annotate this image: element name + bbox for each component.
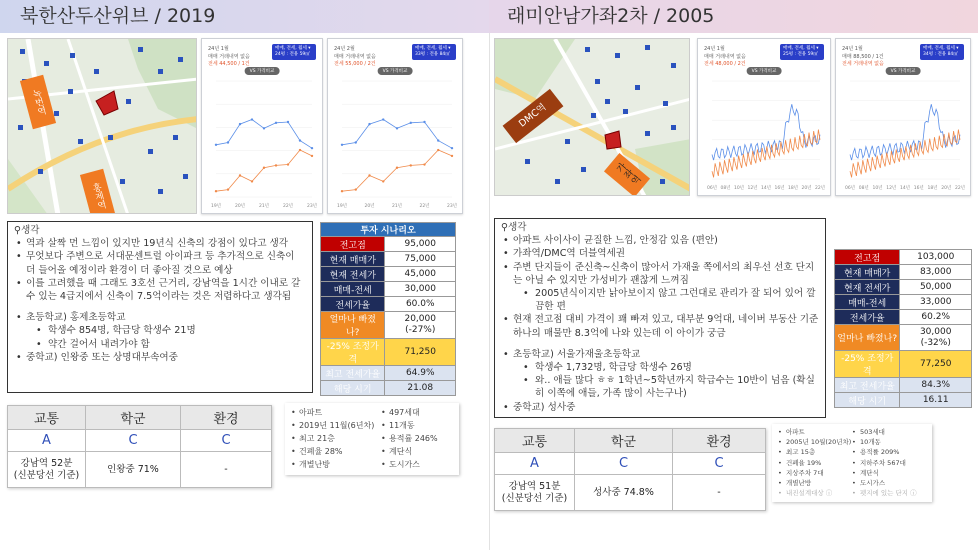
- price-point: [299, 139, 301, 141]
- price-point: [368, 174, 370, 176]
- left-complex-info: [285, 403, 459, 475]
- station-label-nokbeon: 녹번역: [20, 75, 56, 130]
- invest-label: 최고 전세가율: [321, 366, 385, 381]
- price-point: [341, 144, 343, 146]
- invest-row: [835, 250, 972, 265]
- price-chart-plot: [698, 39, 831, 196]
- x-tick-label: 20년: [364, 204, 375, 209]
- price-chart-plot: [328, 39, 463, 214]
- x-tick-label: 22년: [419, 204, 430, 209]
- price-line-jeonse: [216, 150, 312, 191]
- price-line-jeonse: [850, 130, 960, 178]
- note-heading: ⚲생각: [501, 222, 527, 233]
- price-point: [239, 174, 241, 176]
- invest-value: 30,000: [385, 282, 456, 297]
- chart-sale: 매매 거래내역 없음: [208, 54, 250, 60]
- invest-label: 최고 전세가율: [835, 378, 900, 393]
- info-col-1: [778, 427, 851, 498]
- info-item: • 개별난방: [778, 478, 851, 488]
- chart-jeonse: 전세 48,000 / 2건: [704, 61, 746, 67]
- left-map[interactable]: [7, 38, 197, 214]
- left-thoughts-note: [7, 221, 313, 393]
- right-title: 래미안남가좌2차 / 2005: [489, 0, 978, 33]
- invest-label: 현재 매매가: [321, 252, 385, 267]
- x-tick-label: 06년: [844, 186, 856, 191]
- price-point: [355, 188, 357, 190]
- right-thoughts-note: [494, 218, 826, 418]
- price-line-sale: [216, 120, 312, 149]
- invest-label: 얼마나 빠졌나?: [835, 325, 900, 351]
- info-item: • 지하주차 567대: [852, 458, 917, 468]
- x-tick-label: 22년: [282, 204, 294, 209]
- detail-env: -: [181, 452, 272, 488]
- invest-label: 현재 매매가: [835, 265, 900, 280]
- left-score-table: [7, 405, 272, 488]
- note-item: • 초등학교) 홍제초등학교: [14, 311, 306, 324]
- x-tick-label: 10년: [872, 186, 883, 191]
- info-item: • 아파트: [291, 406, 374, 419]
- invest-value: 60.0%: [385, 297, 456, 312]
- invest-row: [321, 282, 456, 297]
- price-point: [451, 147, 453, 149]
- right-chart-59[interactable]: [697, 38, 831, 196]
- invest-value: 21.08: [385, 381, 456, 396]
- invest-row: [835, 393, 972, 408]
- invest-row: [835, 351, 972, 378]
- x-tick-label: 16년: [913, 186, 924, 191]
- x-tick-label: 20년: [234, 204, 246, 209]
- chart-jeonse: 전세 44,500 / 1건: [208, 61, 250, 67]
- info-col-2: [852, 427, 917, 498]
- price-point: [423, 163, 425, 165]
- invest-row: [321, 381, 456, 396]
- invest-label: -25% 조정가격: [321, 339, 385, 366]
- chart-sale: 매매 88,500 / 1건: [842, 54, 884, 60]
- invest-row: [321, 312, 456, 339]
- price-point: [263, 167, 265, 169]
- right-chart-84[interactable]: [835, 38, 971, 196]
- invest-row: [835, 265, 972, 280]
- invest-label: 전세가율: [321, 297, 385, 312]
- invest-label: 해당 시기: [321, 381, 385, 396]
- right-complex-info: [772, 424, 932, 502]
- invest-label: 전고점: [321, 237, 385, 252]
- price-point: [451, 155, 453, 157]
- price-line-jeonse: [342, 150, 452, 191]
- chart-date: 24년 1월: [842, 46, 863, 52]
- score-head-transport: 교통: [495, 429, 575, 453]
- info-item: • 용적률 246%: [381, 432, 438, 445]
- chart-date: 24년 1월: [704, 46, 725, 52]
- info-item: • 최고 15층: [778, 447, 851, 457]
- price-point: [263, 127, 265, 129]
- compare-button[interactable]: VS 가격비교: [747, 67, 782, 75]
- price-point: [299, 149, 301, 151]
- price-point: [251, 180, 253, 182]
- note-item: • 무엇보다 주변으로 서대문센트럴 아이파크 등 추가적으로 신축이 더 들어올 예정이라 환경이 더 좋아질 것으로 예상: [14, 250, 306, 276]
- info-item: • 펫지에 있는 단지 ⓘ: [852, 488, 917, 498]
- info-item: • 10개동: [852, 437, 917, 447]
- info-item: • 지상주차 7대: [778, 468, 851, 478]
- chart-sale: 매매 거래내역 없음: [334, 54, 376, 60]
- price-point: [287, 121, 289, 123]
- price-chart-plot: [836, 39, 971, 196]
- price-point: [355, 141, 357, 143]
- x-tick-label: 21년: [258, 204, 270, 209]
- price-point: [410, 122, 412, 124]
- price-line-sale: [342, 120, 452, 149]
- price-point: [227, 141, 229, 143]
- price-point: [437, 149, 439, 151]
- info-item: • 계단식: [381, 445, 438, 458]
- note-subitem: • 와.. 애들 많다 ㅎㅎ 1학년~5학년까지 학급수는 10반이 넘음 (확실히 이쪽에 애들, 가족 많이 사는구나): [501, 374, 819, 400]
- price-point: [311, 147, 313, 149]
- invest-value: 16.11: [900, 393, 972, 408]
- price-point: [215, 190, 217, 192]
- score-head-env: 환경: [673, 429, 766, 453]
- note-list: [501, 234, 819, 414]
- invest-value: 83,000: [900, 265, 972, 280]
- x-tick-label: 18년: [927, 186, 938, 191]
- info-col-2: [381, 406, 438, 471]
- invest-value: 64.9%: [385, 366, 456, 381]
- note-spacer: [14, 303, 306, 311]
- info-item: • 2019년 11월(6년차): [291, 419, 374, 432]
- x-tick-label: 16년: [774, 186, 785, 191]
- invest-label: 매매-전세: [835, 295, 900, 310]
- invest-label: 현재 전세가: [835, 280, 900, 295]
- price-point: [287, 163, 289, 165]
- invest-title: 투자 시나리오: [321, 223, 456, 237]
- invest-value: 84.3%: [900, 378, 972, 393]
- score-head-transport: 교통: [8, 406, 86, 430]
- invest-row: [835, 378, 972, 393]
- note-heading-text: 생각: [21, 225, 40, 236]
- grade-env: C: [181, 430, 272, 452]
- right-investment-table: [834, 249, 972, 408]
- note-item: • 중학교) 성사중: [501, 401, 819, 414]
- score-head-school: 학군: [86, 406, 181, 430]
- score-head-env: 환경: [181, 406, 272, 430]
- left-investment-table: [320, 222, 456, 396]
- note-item: • 초등학교) 서울가재울초등학교: [501, 348, 819, 361]
- chart-sale: 매매 거래내역 없음: [704, 54, 746, 60]
- note-item: • 이를 고려했을 때 그래도 3호선 근거리, 강남역을 1시간 이내로 갈 수 있는 4급지에서 신축이 7.5억이라는 것은 저렴하다고 생각됨: [14, 277, 306, 303]
- invest-row: [321, 237, 456, 252]
- x-tick-label: 20년: [941, 186, 952, 191]
- info-item: • 497세대: [381, 406, 438, 419]
- info-col-1: [291, 406, 374, 471]
- note-subitem: • 약간 걸어서 내려가야 함: [14, 338, 306, 351]
- invest-value: 103,000: [900, 250, 972, 265]
- note-item: • 가좌역/DMC역 더블역세권: [501, 247, 819, 260]
- note-spacer: [501, 340, 819, 348]
- invest-row: [321, 297, 456, 312]
- compare-button[interactable]: VS 가격비교: [378, 67, 413, 75]
- x-tick-label: 20년: [801, 186, 812, 191]
- price-point: [382, 118, 384, 120]
- detail-school: 인왕중 71%: [86, 452, 181, 488]
- note-heading: ⚲생각: [14, 225, 40, 236]
- grade-env: C: [673, 453, 766, 475]
- invest-value: 60.2%: [900, 310, 972, 325]
- center-divider: [489, 33, 490, 550]
- info-item: • 11개동: [381, 419, 438, 432]
- grade-transport: A: [495, 453, 575, 475]
- invest-value: 30,000 (-32%): [900, 325, 972, 351]
- info-item: • 아파트: [778, 427, 851, 437]
- info-item: • 도시가스: [381, 458, 438, 471]
- note-item: • 아파트 사이사이 균질한 느낌, 안정감 있음 (편안): [501, 234, 819, 247]
- x-tick-label: 08년: [858, 186, 869, 191]
- chart-date: 24년 1월: [208, 46, 229, 52]
- note-list: [14, 237, 306, 364]
- price-point: [275, 122, 277, 124]
- x-tick-label: 14년: [899, 186, 911, 191]
- invest-label: 매매-전세: [321, 282, 385, 297]
- info-item: • 용적률 209%: [852, 447, 917, 457]
- chart-jeonse: 전세 거래내역 없음: [842, 61, 884, 67]
- chart-type-selector[interactable]: 매매, 전세, 월세 ▾ 33평 : 전용 84㎡: [412, 44, 456, 60]
- invest-label: 전고점: [835, 250, 900, 265]
- station-label-dmc: DMC역: [503, 89, 564, 143]
- x-tick-label: 12년: [747, 186, 758, 191]
- note-subitem: • 2005년식이지만 낡아보이지 않고 그런대로 관리가 잘 되어 있어 깔끔한 편: [501, 287, 819, 313]
- info-item: • 계단식: [852, 468, 917, 478]
- invest-row: [321, 366, 456, 381]
- info-item: • 도시가스: [852, 478, 917, 488]
- invest-label: 해당 시기: [835, 393, 900, 408]
- invest-value: 95,000: [385, 237, 456, 252]
- info-item: • 개별난방: [291, 458, 374, 471]
- price-point: [275, 164, 277, 166]
- x-tick-label: 22년: [814, 186, 826, 191]
- chart-type-selector[interactable]: 매매, 전세, 월세 ▾ 25평 : 전용 59㎡: [780, 44, 824, 60]
- x-tick-label: 10년: [733, 186, 745, 191]
- x-tick-label: 21년: [391, 204, 403, 209]
- price-line-jeonse: [712, 130, 820, 178]
- chart-jeonse: 전세 55,000 / 2건: [334, 61, 376, 67]
- info-item: • 건폐율 19%: [778, 458, 851, 468]
- info-item: • 최고 21층: [291, 432, 374, 445]
- invest-label: 현재 전세가: [321, 267, 385, 282]
- invest-row: [835, 325, 972, 351]
- price-point: [311, 155, 313, 157]
- info-item: • 2005년 10월(20년차): [778, 437, 851, 447]
- compare-button[interactable]: VS 가격비교: [245, 67, 280, 75]
- invest-value: 20,000 (-27%): [385, 312, 456, 339]
- grade-school: C: [575, 453, 673, 475]
- x-tick-label: 22년: [954, 186, 966, 191]
- x-tick-label: 08년: [720, 186, 731, 191]
- right-map[interactable]: [494, 38, 690, 196]
- note-item: • 주변 단지들이 준신축~신축이 많아서 가재울 쪽에서의 최우선 선호 단지는 아닐 수 있지만 가성비가 괜찮게 느껴짐: [501, 261, 819, 287]
- info-item: • 내진설계대상 ⓘ: [778, 488, 851, 498]
- invest-row: [321, 252, 456, 267]
- invest-row: [321, 339, 456, 366]
- detail-school: 성사중 74.8%: [575, 475, 673, 511]
- note-item: • 역과 살짝 먼 느낌이 있지만 19년식 신축의 강점이 있다고 생각: [14, 237, 306, 250]
- invest-label: 얼마나 빠졌나?: [321, 312, 385, 339]
- price-point: [251, 118, 253, 120]
- note-heading-text: 생각: [508, 222, 527, 233]
- station-label-gajwa: 가좌역: [604, 153, 650, 196]
- price-point: [215, 144, 217, 146]
- price-point: [368, 123, 370, 125]
- compare-button[interactable]: VS 가격비교: [886, 67, 921, 75]
- detail-transport: 강남역 52분 (신분당선 기준): [8, 452, 86, 488]
- detail-env: -: [673, 475, 766, 511]
- invest-row: [835, 295, 972, 310]
- note-item: • 중학교) 인왕중 또는 상명대부속여중: [14, 351, 306, 364]
- price-point: [437, 139, 439, 141]
- invest-value: 33,000: [900, 295, 972, 310]
- chart-type-selector[interactable]: 매매, 전세, 월세 ▾ 34평 : 전용 84㎡: [920, 44, 964, 60]
- invest-row: [835, 280, 972, 295]
- chart-type-selector[interactable]: 매매, 전세, 월세 ▾ 24평 : 전용 59㎡: [272, 44, 316, 60]
- grade-school: C: [86, 430, 181, 452]
- left-chart-59[interactable]: [201, 38, 323, 214]
- price-point: [382, 180, 384, 182]
- x-tick-label: 12년: [886, 186, 897, 191]
- price-point: [396, 127, 398, 129]
- info-item: • 503세대: [852, 427, 917, 437]
- x-tick-label: 06년: [706, 186, 718, 191]
- note-item: • 현재 전고점 대비 가격이 꽤 빠져 있고, 대부분 9억대, 네이버 부동산 기준 하나의 매물만 8.3억에 나와 있는데 이 아이가 궁금: [501, 313, 819, 339]
- invest-value: 45,000: [385, 267, 456, 282]
- info-item: • 건폐율 28%: [291, 445, 374, 458]
- grade-transport: A: [8, 430, 86, 452]
- x-tick-label: 23년: [306, 204, 318, 209]
- x-tick-label: 19년: [210, 204, 222, 209]
- score-head-school: 학군: [575, 429, 673, 453]
- detail-transport: 강남역 51분 (신분당선 기준): [495, 475, 575, 511]
- price-chart-plot: [202, 39, 323, 214]
- invest-label: 전세가율: [835, 310, 900, 325]
- invest-row: [835, 310, 972, 325]
- invest-row: [321, 267, 456, 282]
- left-chart-84[interactable]: [327, 38, 463, 214]
- price-point: [423, 121, 425, 123]
- chart-date: 24년 2월: [334, 46, 355, 52]
- note-subitem: • 학생수 854명, 학급당 학생수 21명: [14, 324, 306, 337]
- station-label-hongje: 홍제역: [80, 169, 116, 214]
- price-point: [410, 164, 412, 166]
- x-tick-label: 14년: [760, 186, 772, 191]
- invest-value: 50,000: [900, 280, 972, 295]
- x-tick-label: 23년: [446, 204, 458, 209]
- price-point: [341, 190, 343, 192]
- price-point: [239, 123, 241, 125]
- left-title: 북한산두산위브 / 2019: [0, 0, 489, 33]
- note-subitem: • 학생수 1,732명, 학급당 학생수 26명: [501, 361, 819, 374]
- right-score-table: [494, 428, 766, 511]
- price-point: [227, 188, 229, 190]
- invest-label: -25% 조정가격: [835, 351, 900, 378]
- x-tick-label: 18년: [787, 186, 799, 191]
- invest-value: 75,000: [385, 252, 456, 267]
- price-point: [396, 167, 398, 169]
- invest-value: 71,250: [385, 339, 456, 366]
- x-tick-label: 19년: [336, 204, 348, 209]
- invest-value: 77,250: [900, 351, 972, 378]
